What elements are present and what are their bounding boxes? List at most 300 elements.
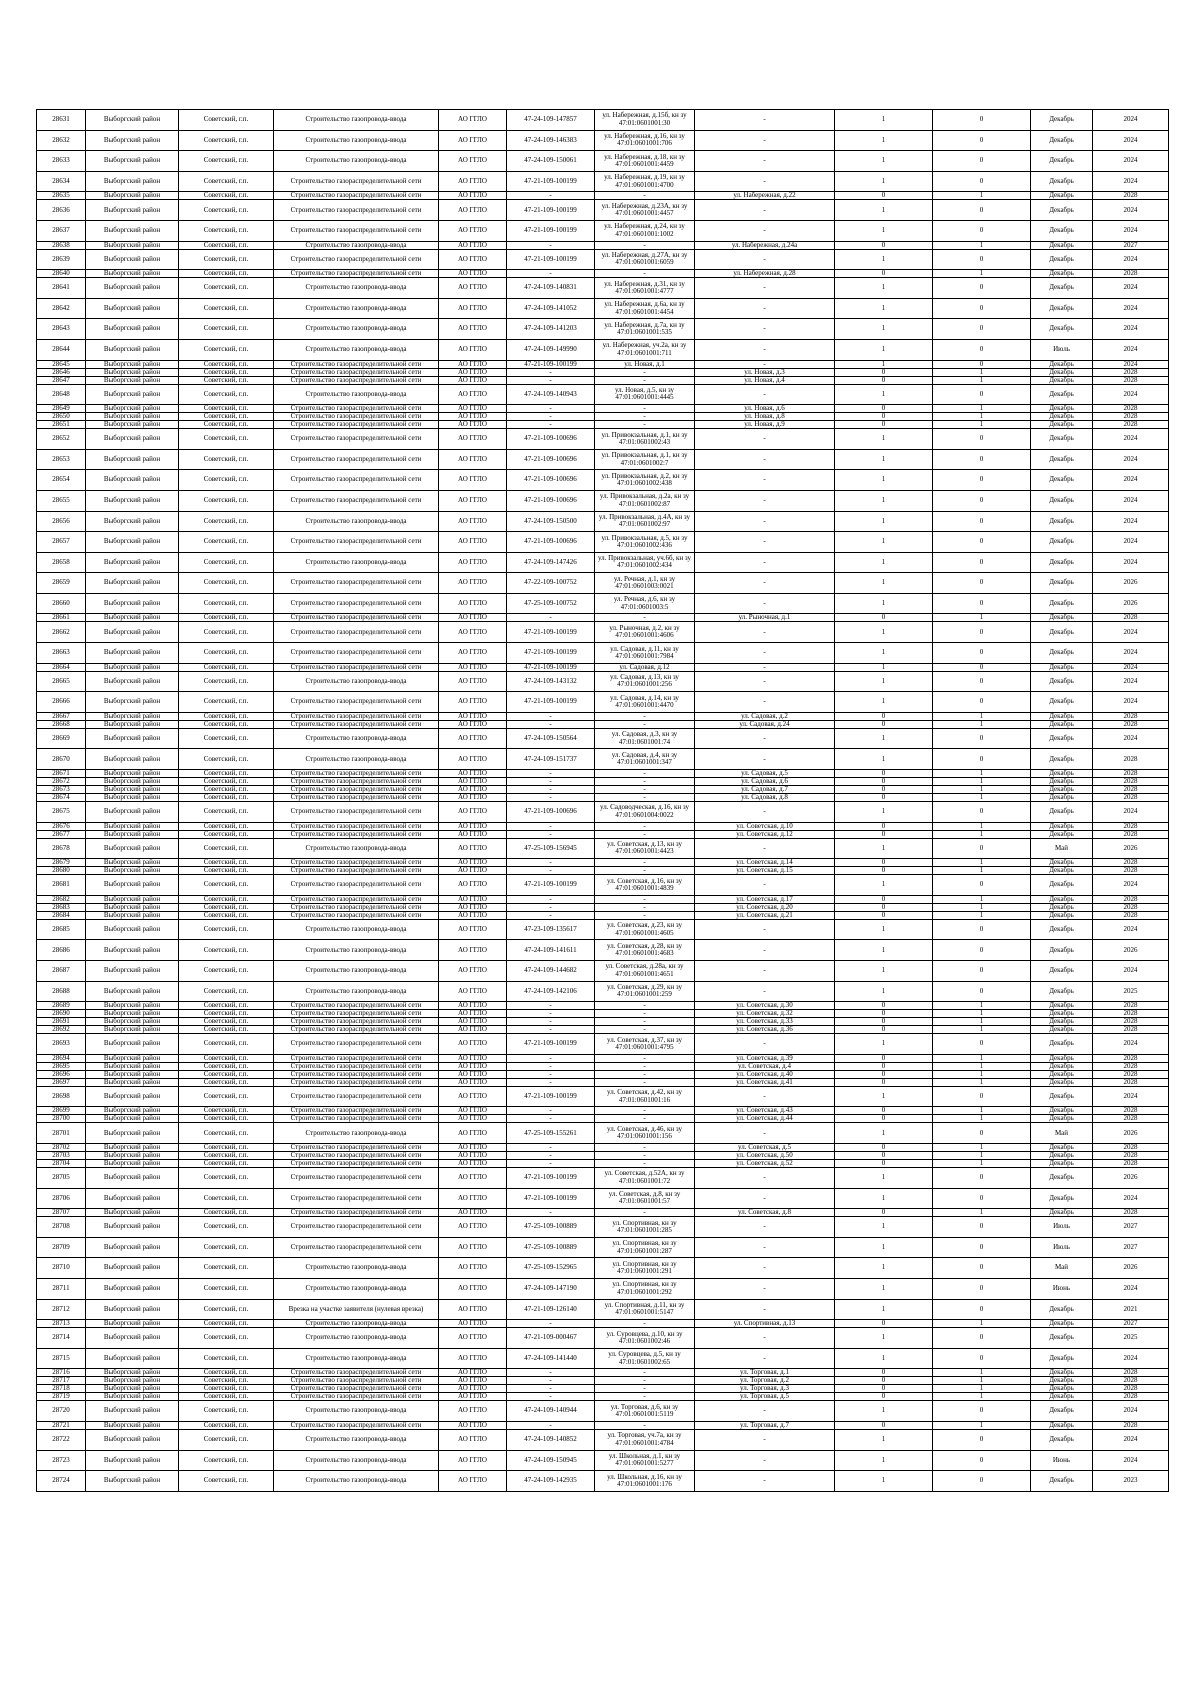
planned-count-cell: 1 bbox=[933, 1377, 1031, 1385]
row-number-cell: 28637 bbox=[37, 220, 86, 241]
work-type-cell: Строительство газораспределительной сети bbox=[274, 593, 439, 614]
connected-count-cell: 1 bbox=[835, 1167, 933, 1188]
planned-address-cell: ул. Торговая, д.2 bbox=[695, 1377, 835, 1385]
year-cell: 2027 bbox=[1093, 1237, 1169, 1258]
contract-number-cell: - bbox=[507, 778, 595, 786]
planned-count-cell: 0 bbox=[933, 593, 1031, 614]
contract-number-cell: 47-21-109-100696 bbox=[507, 532, 595, 553]
organization-cell: АО ГГЛО bbox=[439, 1348, 507, 1369]
district-cell: Выборгский район bbox=[86, 376, 179, 384]
planned-address-cell: - bbox=[695, 940, 835, 961]
year-cell: 2024 bbox=[1093, 643, 1169, 664]
row-number-cell: 28700 bbox=[37, 1115, 86, 1123]
row-number-cell: 28707 bbox=[37, 1209, 86, 1217]
settlement-cell: Советский, г.п. bbox=[179, 720, 274, 728]
row-number-cell: 28690 bbox=[37, 1010, 86, 1018]
year-cell: 2024 bbox=[1093, 151, 1169, 172]
month-cell: Декабрь bbox=[1031, 200, 1093, 221]
month-cell: Декабрь bbox=[1031, 712, 1093, 720]
table-row bbox=[37, 130, 1169, 151]
row-number-cell: 28667 bbox=[37, 712, 86, 720]
settlement-cell: Советский, г.п. bbox=[179, 671, 274, 692]
row-number-cell: 28647 bbox=[37, 376, 86, 384]
district-cell: Выборгский район bbox=[86, 1018, 179, 1026]
year-cell: 2028 bbox=[1093, 895, 1169, 903]
work-type-cell: Строительство газопровода-ввода bbox=[274, 1471, 439, 1492]
year-cell: 2028 bbox=[1093, 413, 1169, 421]
settlement-cell: Советский, г.п. bbox=[179, 249, 274, 270]
row-number-cell: 28656 bbox=[37, 511, 86, 532]
organization-cell: АО ГГЛО bbox=[439, 1070, 507, 1078]
address-cell: - bbox=[595, 1054, 695, 1062]
year-cell: 2026 bbox=[1093, 940, 1169, 961]
month-cell: Декабрь bbox=[1031, 151, 1093, 172]
planned-address-cell: ул. Торговая, д.5 bbox=[695, 1393, 835, 1401]
district-cell: Выборгский район bbox=[86, 532, 179, 553]
year-cell: 2026 bbox=[1093, 593, 1169, 614]
year-cell: 2024 bbox=[1093, 875, 1169, 896]
table-row bbox=[37, 1188, 1169, 1209]
planned-count-cell: 1 bbox=[933, 859, 1031, 867]
month-cell: Июнь bbox=[1031, 1450, 1093, 1471]
table-row bbox=[37, 319, 1169, 340]
address-cell: ул. Новая, д.5, кн зу 47:01:0601001:4445 bbox=[595, 384, 695, 405]
planned-address-cell: - bbox=[695, 429, 835, 450]
planned-count-cell: 1 bbox=[933, 413, 1031, 421]
work-type-cell: Строительство газораспределительной сети bbox=[274, 1086, 439, 1107]
planned-address-cell: ул. Садовая, д.6 bbox=[695, 778, 835, 786]
connected-count-cell: 1 bbox=[835, 429, 933, 450]
district-cell: Выборгский район bbox=[86, 110, 179, 131]
contract-number-cell: - bbox=[507, 1054, 595, 1062]
work-type-cell: Строительство газораспределительной сети bbox=[274, 622, 439, 643]
month-cell: Декабрь bbox=[1031, 1070, 1093, 1078]
address-cell: ул. Торговая, уч.7а, кн зу 47:01:0601001:4784 bbox=[595, 1429, 695, 1450]
month-cell: Декабрь bbox=[1031, 1062, 1093, 1070]
settlement-cell: Советский, г.п. bbox=[179, 593, 274, 614]
row-number-cell: 28723 bbox=[37, 1450, 86, 1471]
settlement-cell: Советский, г.п. bbox=[179, 1167, 274, 1188]
year-cell: 2028 bbox=[1093, 712, 1169, 720]
year-cell: 2028 bbox=[1093, 822, 1169, 830]
row-number-cell: 28701 bbox=[37, 1123, 86, 1144]
work-type-cell: Строительство газопровода-ввода bbox=[274, 961, 439, 982]
connected-count-cell: 1 bbox=[835, 220, 933, 241]
organization-cell: АО ГГЛО bbox=[439, 490, 507, 511]
organization-cell: АО ГГЛО bbox=[439, 859, 507, 867]
work-type-cell: Строительство газопровода-ввода bbox=[274, 1429, 439, 1450]
table-row bbox=[37, 1429, 1169, 1450]
organization-cell: АО ГГЛО bbox=[439, 1401, 507, 1422]
month-cell: Декабрь bbox=[1031, 1010, 1093, 1018]
planned-address-cell: ул. Советская, д.52 bbox=[695, 1159, 835, 1167]
planned-count-cell: 1 bbox=[933, 911, 1031, 919]
contract-number-cell: 47-25-109-152965 bbox=[507, 1258, 595, 1279]
planned-address-cell: ул. Советская, д.5 bbox=[695, 1143, 835, 1151]
organization-cell: АО ГГЛО bbox=[439, 1429, 507, 1450]
district-cell: Выборгский район bbox=[86, 794, 179, 802]
district-cell: Выборгский район bbox=[86, 1034, 179, 1055]
row-number-cell: 28703 bbox=[37, 1151, 86, 1159]
organization-cell: АО ГГЛО bbox=[439, 802, 507, 823]
year-cell: 2024 bbox=[1093, 552, 1169, 573]
table-row bbox=[37, 449, 1169, 470]
planned-count-cell: 1 bbox=[933, 614, 1031, 622]
address-cell: ул. Набережная, д.27А, кн зу 47:01:0601001:6059 bbox=[595, 249, 695, 270]
connected-count-cell: 1 bbox=[835, 200, 933, 221]
table-row bbox=[37, 859, 1169, 867]
contract-number-cell: - bbox=[507, 413, 595, 421]
organization-cell: АО ГГЛО bbox=[439, 429, 507, 450]
contract-number-cell: - bbox=[507, 1143, 595, 1151]
planned-address-cell: - bbox=[695, 919, 835, 940]
connected-count-cell: 0 bbox=[835, 720, 933, 728]
settlement-cell: Советский, г.п. bbox=[179, 1070, 274, 1078]
connected-count-cell: 1 bbox=[835, 875, 933, 896]
year-cell: 2028 bbox=[1093, 368, 1169, 376]
table-row bbox=[37, 405, 1169, 413]
table-row bbox=[37, 1167, 1169, 1188]
address-cell: ул. Набережная, д.7а, кн зу 47:01:0601001:535 bbox=[595, 319, 695, 340]
table-row bbox=[37, 1258, 1169, 1279]
work-type-cell: Строительство газопровода-ввода bbox=[274, 1258, 439, 1279]
work-type-cell: Строительство газораспределительной сети bbox=[274, 249, 439, 270]
district-cell: Выборгский район bbox=[86, 663, 179, 671]
row-number-cell: 28698 bbox=[37, 1086, 86, 1107]
contract-number-cell: - bbox=[507, 1377, 595, 1385]
planned-count-cell: 1 bbox=[933, 1054, 1031, 1062]
table-row bbox=[37, 1018, 1169, 1026]
settlement-cell: Советский, г.п. bbox=[179, 1369, 274, 1377]
work-type-cell: Строительство газораспределительной сети bbox=[274, 490, 439, 511]
settlement-cell: Советский, г.п. bbox=[179, 663, 274, 671]
year-cell: 2024 bbox=[1093, 490, 1169, 511]
month-cell: Декабрь bbox=[1031, 720, 1093, 728]
organization-cell: АО ГГЛО bbox=[439, 1107, 507, 1115]
settlement-cell: Советский, г.п. bbox=[179, 692, 274, 713]
year-cell: 2024 bbox=[1093, 1401, 1169, 1422]
row-number-cell: 28670 bbox=[37, 749, 86, 770]
month-cell: Декабрь bbox=[1031, 1188, 1093, 1209]
table-row bbox=[37, 1377, 1169, 1385]
month-cell: Декабрь bbox=[1031, 1018, 1093, 1026]
organization-cell: АО ГГЛО bbox=[439, 1209, 507, 1217]
district-cell: Выборгский район bbox=[86, 200, 179, 221]
year-cell: 2028 bbox=[1093, 376, 1169, 384]
organization-cell: АО ГГЛО bbox=[439, 822, 507, 830]
contract-number-cell: 47-21-109-100696 bbox=[507, 429, 595, 450]
district-cell: Выборгский район bbox=[86, 1278, 179, 1299]
settlement-cell: Советский, г.п. bbox=[179, 622, 274, 643]
contract-number-cell: - bbox=[507, 421, 595, 429]
row-number-cell: 28651 bbox=[37, 421, 86, 429]
work-type-cell: Строительство газораспределительной сети bbox=[274, 1151, 439, 1159]
address-cell: - bbox=[595, 794, 695, 802]
planned-count-cell: 0 bbox=[933, 384, 1031, 405]
planned-count-cell: 0 bbox=[933, 802, 1031, 823]
table-row bbox=[37, 490, 1169, 511]
work-type-cell: Строительство газораспределительной сети bbox=[274, 663, 439, 671]
district-cell: Выборгский район bbox=[86, 384, 179, 405]
year-cell: 2028 bbox=[1093, 1421, 1169, 1429]
planned-count-cell: 0 bbox=[933, 171, 1031, 192]
address-cell: - bbox=[595, 1320, 695, 1328]
row-number-cell: 28664 bbox=[37, 663, 86, 671]
district-cell: Выборгский район bbox=[86, 1450, 179, 1471]
district-cell: Выборгский район bbox=[86, 903, 179, 911]
district-cell: Выборгский район bbox=[86, 961, 179, 982]
address-cell: - bbox=[595, 786, 695, 794]
organization-cell: АО ГГЛО bbox=[439, 1151, 507, 1159]
connected-count-cell: 0 bbox=[835, 794, 933, 802]
year-cell: 2024 bbox=[1093, 171, 1169, 192]
planned-address-cell: ул. Советская, д.44 bbox=[695, 1115, 835, 1123]
year-cell: 2028 bbox=[1093, 614, 1169, 622]
contract-number-cell: 47-24-109-150945 bbox=[507, 1450, 595, 1471]
organization-cell: АО ГГЛО bbox=[439, 1258, 507, 1279]
work-type-cell: Строительство газопровода-ввода bbox=[274, 1450, 439, 1471]
district-cell: Выборгский район bbox=[86, 614, 179, 622]
row-number-cell: 28677 bbox=[37, 830, 86, 838]
planned-address-cell: - bbox=[695, 171, 835, 192]
year-cell: 2021 bbox=[1093, 1299, 1169, 1320]
planned-count-cell: 1 bbox=[933, 1143, 1031, 1151]
row-number-cell: 28704 bbox=[37, 1159, 86, 1167]
work-type-cell: Строительство газораспределительной сети bbox=[274, 1054, 439, 1062]
planned-count-cell: 0 bbox=[933, 692, 1031, 713]
contract-number-cell: - bbox=[507, 1002, 595, 1010]
planned-count-cell: 0 bbox=[933, 875, 1031, 896]
connected-count-cell: 0 bbox=[835, 270, 933, 278]
contract-number-cell: - bbox=[507, 1107, 595, 1115]
table-row bbox=[37, 1348, 1169, 1369]
contract-number-cell: - bbox=[507, 1385, 595, 1393]
connected-count-cell: 1 bbox=[835, 532, 933, 553]
planned-address-cell: - bbox=[695, 728, 835, 749]
month-cell: Декабрь bbox=[1031, 1393, 1093, 1401]
table-row bbox=[37, 384, 1169, 405]
connected-count-cell: 0 bbox=[835, 822, 933, 830]
work-type-cell: Строительство газораспределительной сети bbox=[274, 470, 439, 491]
month-cell: Декабрь bbox=[1031, 573, 1093, 594]
work-type-cell: Врезка на участке заявителя (нулевая врезка) bbox=[274, 1299, 439, 1320]
connected-count-cell: 1 bbox=[835, 511, 933, 532]
work-type-cell: Строительство газораспределительной сети bbox=[274, 1369, 439, 1377]
district-cell: Выборгский район bbox=[86, 1237, 179, 1258]
row-number-cell: 28717 bbox=[37, 1377, 86, 1385]
work-type-cell: Строительство газораспределительной сети bbox=[274, 778, 439, 786]
settlement-cell: Советский, г.п. bbox=[179, 1320, 274, 1328]
contract-number-cell: - bbox=[507, 903, 595, 911]
organization-cell: АО ГГЛО bbox=[439, 720, 507, 728]
row-number-cell: 28640 bbox=[37, 270, 86, 278]
address-cell: - bbox=[595, 1151, 695, 1159]
organization-cell: АО ГГЛО bbox=[439, 728, 507, 749]
connected-count-cell: 1 bbox=[835, 940, 933, 961]
planned-address-cell: - bbox=[695, 532, 835, 553]
settlement-cell: Советский, г.п. bbox=[179, 961, 274, 982]
table-row bbox=[37, 241, 1169, 249]
district-cell: Выборгский район bbox=[86, 875, 179, 896]
work-type-cell: Строительство газораспределительной сети bbox=[274, 1385, 439, 1393]
organization-cell: АО ГГЛО bbox=[439, 1385, 507, 1393]
planned-count-cell: 1 bbox=[933, 1078, 1031, 1086]
work-type-cell: Строительство газораспределительной сети bbox=[274, 1143, 439, 1151]
organization-cell: АО ГГЛО bbox=[439, 1026, 507, 1034]
planned-address-cell: ул. Торговая, д.1 bbox=[695, 1369, 835, 1377]
planned-count-cell: 1 bbox=[933, 376, 1031, 384]
district-cell: Выборгский район bbox=[86, 360, 179, 368]
work-type-cell: Строительство газораспределительной сети bbox=[274, 413, 439, 421]
district-cell: Выборгский район bbox=[86, 1369, 179, 1377]
settlement-cell: Советский, г.п. bbox=[179, 643, 274, 664]
contract-number-cell: - bbox=[507, 794, 595, 802]
table-row bbox=[37, 1299, 1169, 1320]
contract-number-cell: 47-24-109-150564 bbox=[507, 728, 595, 749]
work-type-cell: Строительство газопровода-ввода bbox=[274, 241, 439, 249]
address-cell: ул. Привокзальная, д.5, кн зу 47:01:0601002:436 bbox=[595, 532, 695, 553]
work-type-cell: Строительство газораспределительной сети bbox=[274, 895, 439, 903]
district-cell: Выборгский район bbox=[86, 511, 179, 532]
work-type-cell: Строительство газораспределительной сети bbox=[274, 1421, 439, 1429]
organization-cell: АО ГГЛО bbox=[439, 368, 507, 376]
month-cell: Декабрь bbox=[1031, 822, 1093, 830]
planned-address-cell: ул. Советская, д.4 bbox=[695, 1062, 835, 1070]
connected-count-cell: 1 bbox=[835, 339, 933, 360]
organization-cell: АО ГГЛО bbox=[439, 770, 507, 778]
organization-cell: АО ГГЛО bbox=[439, 1123, 507, 1144]
work-type-cell: Строительство газораспределительной сети bbox=[274, 1078, 439, 1086]
planned-address-cell: ул. Садовая, д.7 bbox=[695, 786, 835, 794]
connected-count-cell: 1 bbox=[835, 1217, 933, 1238]
settlement-cell: Советский, г.п. bbox=[179, 1054, 274, 1062]
year-cell: 2026 bbox=[1093, 1258, 1169, 1279]
month-cell: Декабрь bbox=[1031, 663, 1093, 671]
month-cell: Декабрь bbox=[1031, 911, 1093, 919]
work-type-cell: Строительство газопровода-ввода bbox=[274, 339, 439, 360]
organization-cell: АО ГГЛО bbox=[439, 573, 507, 594]
table-row bbox=[37, 1026, 1169, 1034]
row-number-cell: 28716 bbox=[37, 1369, 86, 1377]
month-cell: Декабрь bbox=[1031, 405, 1093, 413]
work-type-cell: Строительство газораспределительной сети bbox=[274, 692, 439, 713]
work-type-cell: Строительство газораспределительной сети bbox=[274, 1002, 439, 1010]
organization-cell: АО ГГЛО bbox=[439, 1062, 507, 1070]
work-type-cell: Строительство газораспределительной сети bbox=[274, 614, 439, 622]
row-number-cell: 28688 bbox=[37, 981, 86, 1002]
year-cell: 2028 bbox=[1093, 867, 1169, 875]
month-cell: Декабрь bbox=[1031, 1328, 1093, 1349]
table-row bbox=[37, 532, 1169, 553]
work-type-cell: Строительство газораспределительной сети bbox=[274, 830, 439, 838]
district-cell: Выборгский район bbox=[86, 573, 179, 594]
address-cell: - bbox=[595, 376, 695, 384]
organization-cell: АО ГГЛО bbox=[439, 421, 507, 429]
planned-address-cell: - bbox=[695, 151, 835, 172]
connected-count-cell: 1 bbox=[835, 110, 933, 131]
planned-address-cell: ул. Советская, д.50 bbox=[695, 1151, 835, 1159]
district-cell: Выборгский район bbox=[86, 319, 179, 340]
district-cell: Выборгский район bbox=[86, 802, 179, 823]
planned-count-cell: 0 bbox=[933, 552, 1031, 573]
address-cell: - bbox=[595, 1143, 695, 1151]
year-cell: 2028 bbox=[1093, 1385, 1169, 1393]
settlement-cell: Советский, г.п. bbox=[179, 532, 274, 553]
work-type-cell: Строительство газораспределительной сети bbox=[274, 770, 439, 778]
table-row bbox=[37, 728, 1169, 749]
month-cell: Декабрь bbox=[1031, 376, 1093, 384]
planned-count-cell: 0 bbox=[933, 1237, 1031, 1258]
district-cell: Выборгский район bbox=[86, 940, 179, 961]
year-cell: 2024 bbox=[1093, 319, 1169, 340]
district-cell: Выборгский район bbox=[86, 1002, 179, 1010]
table-row bbox=[37, 671, 1169, 692]
planned-address-cell: - bbox=[695, 1258, 835, 1279]
table-row bbox=[37, 1385, 1169, 1393]
planned-count-cell: 1 bbox=[933, 822, 1031, 830]
table-row bbox=[37, 376, 1169, 384]
row-number-cell: 28709 bbox=[37, 1237, 86, 1258]
month-cell: Декабрь bbox=[1031, 961, 1093, 982]
row-number-cell: 28666 bbox=[37, 692, 86, 713]
planned-address-cell: - bbox=[695, 470, 835, 491]
district-cell: Выборгский район bbox=[86, 1393, 179, 1401]
district-cell: Выборгский район bbox=[86, 720, 179, 728]
address-cell: - bbox=[595, 1369, 695, 1377]
contract-number-cell: - bbox=[507, 1369, 595, 1377]
year-cell: 2028 bbox=[1093, 903, 1169, 911]
connected-count-cell: 1 bbox=[835, 643, 933, 664]
organization-cell: АО ГГЛО bbox=[439, 1278, 507, 1299]
connected-count-cell: 0 bbox=[835, 192, 933, 200]
row-number-cell: 28639 bbox=[37, 249, 86, 270]
settlement-cell: Советский, г.п. bbox=[179, 220, 274, 241]
district-cell: Выборгский район bbox=[86, 1348, 179, 1369]
month-cell: Декабрь bbox=[1031, 532, 1093, 553]
year-cell: 2028 bbox=[1093, 1026, 1169, 1034]
organization-cell: АО ГГЛО bbox=[439, 643, 507, 664]
settlement-cell: Советский, г.п. bbox=[179, 241, 274, 249]
work-type-cell: Строительство газораспределительной сети bbox=[274, 376, 439, 384]
district-cell: Выборгский район bbox=[86, 1167, 179, 1188]
district-cell: Выборгский район bbox=[86, 192, 179, 200]
planned-address-cell: - bbox=[695, 298, 835, 319]
organization-cell: АО ГГЛО bbox=[439, 712, 507, 720]
organization-cell: АО ГГЛО bbox=[439, 692, 507, 713]
address-cell: - bbox=[595, 895, 695, 903]
row-number-cell: 28676 bbox=[37, 822, 86, 830]
district-cell: Выборгский район bbox=[86, 1299, 179, 1320]
district-cell: Выборгский район bbox=[86, 449, 179, 470]
district-cell: Выборгский район bbox=[86, 220, 179, 241]
year-cell: 2024 bbox=[1093, 384, 1169, 405]
address-cell: - bbox=[595, 1107, 695, 1115]
planned-count-cell: 0 bbox=[933, 919, 1031, 940]
table-row bbox=[37, 692, 1169, 713]
row-number-cell: 28684 bbox=[37, 911, 86, 919]
contract-number-cell: 47-24-109-140943 bbox=[507, 384, 595, 405]
planned-address-cell: - bbox=[695, 573, 835, 594]
table-row bbox=[37, 192, 1169, 200]
work-type-cell: Строительство газопровода-ввода bbox=[274, 981, 439, 1002]
district-cell: Выборгский район bbox=[86, 1328, 179, 1349]
row-number-cell: 28702 bbox=[37, 1143, 86, 1151]
month-cell: Декабрь bbox=[1031, 1167, 1093, 1188]
planned-address-cell: - bbox=[695, 1471, 835, 1492]
planned-count-cell: 0 bbox=[933, 1188, 1031, 1209]
settlement-cell: Советский, г.п. bbox=[179, 1010, 274, 1018]
table-row bbox=[37, 1054, 1169, 1062]
